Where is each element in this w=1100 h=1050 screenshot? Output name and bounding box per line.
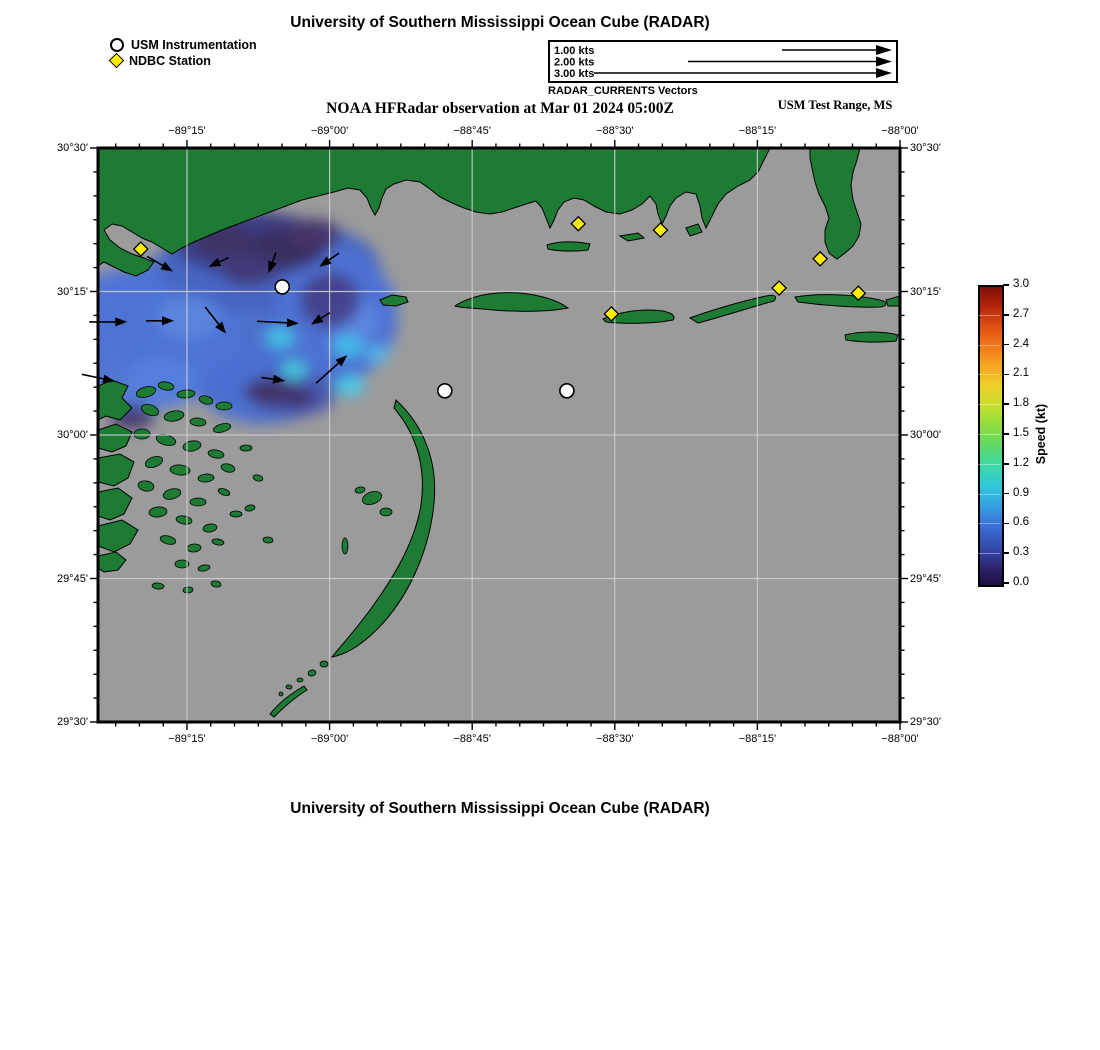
colorbar-tick-label: 0.0 bbox=[1013, 576, 1029, 588]
colorbar-tick-label: 1.2 bbox=[1013, 456, 1029, 469]
colorbar-tick-label: 0.3 bbox=[1013, 546, 1029, 559]
speed-field-blob bbox=[335, 376, 365, 396]
colorbar-gridline bbox=[978, 315, 1000, 316]
colorbar-tick bbox=[1003, 493, 1009, 495]
colorbar-tick bbox=[1003, 344, 1009, 346]
colorbar-tick bbox=[1003, 433, 1009, 435]
figure-title-bottom: University of Southern Mississippi Ocean Cube (RADAR) bbox=[290, 800, 710, 817]
colorbar-tick bbox=[1003, 582, 1009, 584]
legend-item-usm bbox=[110, 37, 257, 52]
colorbar-tick-label: 2.4 bbox=[1013, 337, 1029, 350]
test-range-label: USM Test Range, MS bbox=[777, 98, 893, 112]
observation-subtitle: NOAA HFRadar observation at Mar 01 2024 05:00Z bbox=[326, 100, 674, 117]
legend-item-ndbc bbox=[110, 53, 257, 68]
land-polygon bbox=[547, 242, 590, 251]
speed-field-blob bbox=[332, 335, 364, 357]
vector-scale-arrowhead bbox=[876, 68, 892, 78]
colorbar-gridline bbox=[978, 523, 1000, 524]
usm-station-marker bbox=[275, 280, 289, 294]
colorbar-tick-label: 0.6 bbox=[1013, 516, 1029, 529]
usm-circle-icon bbox=[110, 38, 124, 52]
x-axis-tick-label: −88°15' bbox=[738, 733, 777, 745]
colorbar-tick bbox=[1003, 314, 1009, 316]
marsh-islet bbox=[190, 498, 206, 506]
colorbar-title: Speed (kt) bbox=[1034, 403, 1048, 465]
speed-field-blob bbox=[280, 387, 316, 407]
y-axis-tick-label: 30°30' bbox=[910, 142, 941, 154]
vector-scale-arrows bbox=[550, 42, 896, 81]
x-axis-tick-label: −89°00' bbox=[310, 733, 349, 745]
speed-field-blob bbox=[281, 361, 307, 379]
ndbc-diamond-icon bbox=[109, 53, 125, 69]
land-polygon bbox=[845, 332, 898, 342]
y-axis-tick-label: 29°45' bbox=[57, 572, 88, 585]
x-axis-tick-label: −89°15' bbox=[168, 733, 206, 745]
y-axis-tick-label: 30°00' bbox=[910, 429, 941, 441]
colorbar-gridline bbox=[978, 374, 1000, 375]
marsh-islet bbox=[342, 538, 348, 554]
vector-scale-label: 2.00 kts bbox=[554, 56, 595, 69]
marsh-islet bbox=[216, 402, 232, 410]
speed-field-blob bbox=[288, 219, 340, 249]
marsh-islet bbox=[263, 537, 273, 544]
marsh-islet bbox=[297, 678, 303, 682]
x-axis-tick-label: −88°30' bbox=[596, 733, 634, 745]
colorbar-tick bbox=[1003, 552, 1009, 554]
marsh-islet bbox=[240, 445, 252, 451]
x-axis-tick-label: −88°30' bbox=[596, 125, 634, 137]
colorbar-tick bbox=[1003, 284, 1009, 286]
colorbar-tick bbox=[1003, 403, 1009, 405]
usm-station-marker bbox=[438, 384, 452, 398]
colorbar-tick-label: 1.5 bbox=[1013, 427, 1029, 439]
vector-scale-arrowhead bbox=[876, 57, 892, 67]
x-axis-tick-label: −88°00' bbox=[881, 733, 919, 745]
x-axis-tick-label: −88°15' bbox=[738, 125, 777, 137]
colorbar-tick bbox=[1003, 463, 1009, 465]
marsh-islet bbox=[380, 508, 392, 516]
vector-scale-label: 1.00 kts bbox=[554, 45, 595, 57]
colorbar-gridline bbox=[978, 553, 1000, 554]
colorbar-title-wrap bbox=[1028, 285, 1054, 583]
marsh-islet bbox=[320, 661, 328, 667]
y-axis-tick-label: 30°30' bbox=[57, 142, 88, 154]
y-axis-tick-label: 30°15' bbox=[57, 285, 88, 298]
colorbar-gridline bbox=[978, 494, 1000, 495]
vector-scale-arrowhead bbox=[876, 45, 892, 55]
symbol-legend bbox=[110, 37, 257, 69]
map-svg bbox=[98, 148, 900, 722]
map-plot-area bbox=[98, 148, 900, 722]
colorbar-gridline bbox=[978, 345, 1000, 346]
x-axis-tick-label: −88°00' bbox=[881, 125, 919, 137]
vector-scale-box bbox=[548, 40, 898, 83]
colorbar-tick-label: 0.9 bbox=[1013, 486, 1029, 499]
y-axis-tick-label: 30°15' bbox=[910, 285, 941, 298]
usm-station-marker bbox=[560, 384, 574, 398]
x-axis-tick-label: −89°00' bbox=[310, 125, 349, 137]
marsh-islet bbox=[279, 692, 283, 696]
x-axis-tick-label: −88°45' bbox=[453, 733, 491, 745]
colorbar-gridline bbox=[978, 434, 1000, 435]
y-axis-tick-label: 29°30' bbox=[910, 716, 941, 728]
colorbar-tick-label: 1.8 bbox=[1013, 397, 1029, 410]
colorbar-tick-label: 3.0 bbox=[1013, 278, 1029, 290]
marsh-islet bbox=[230, 511, 242, 517]
marsh-islet bbox=[134, 429, 150, 439]
vector-scale-label: 3.00 kts bbox=[554, 68, 595, 80]
y-axis-tick-label: 29°45' bbox=[910, 572, 941, 585]
colorbar-gridline bbox=[978, 464, 1000, 465]
x-axis-tick-label: −89°15' bbox=[168, 125, 206, 137]
colorbar-gradient bbox=[978, 285, 1004, 587]
legend-usm-label: USM Instrumentation bbox=[131, 37, 257, 52]
vector-scale-caption: RADAR_CURRENTS Vectors bbox=[548, 85, 698, 97]
speed-field-blob bbox=[266, 328, 294, 348]
marsh-islet bbox=[183, 587, 193, 594]
legend-ndbc-label: NDBC Station bbox=[129, 53, 211, 68]
y-axis-tick-label: 30°00' bbox=[57, 429, 88, 441]
y-axis-tick-label: 29°30' bbox=[57, 716, 88, 728]
speed-field-blob bbox=[366, 345, 390, 363]
x-axis-tick-label: −88°45' bbox=[453, 125, 491, 137]
colorbar-tick bbox=[1003, 523, 1009, 525]
colorbar-gridline bbox=[978, 404, 1000, 405]
colorbar-tick-label: 2.7 bbox=[1013, 307, 1029, 320]
colorbar-tick-label: 2.1 bbox=[1013, 367, 1029, 380]
colorbar-tick bbox=[1003, 374, 1009, 376]
figure-title-top: University of Southern Mississippi Ocean Cube (RADAR) bbox=[290, 14, 710, 31]
